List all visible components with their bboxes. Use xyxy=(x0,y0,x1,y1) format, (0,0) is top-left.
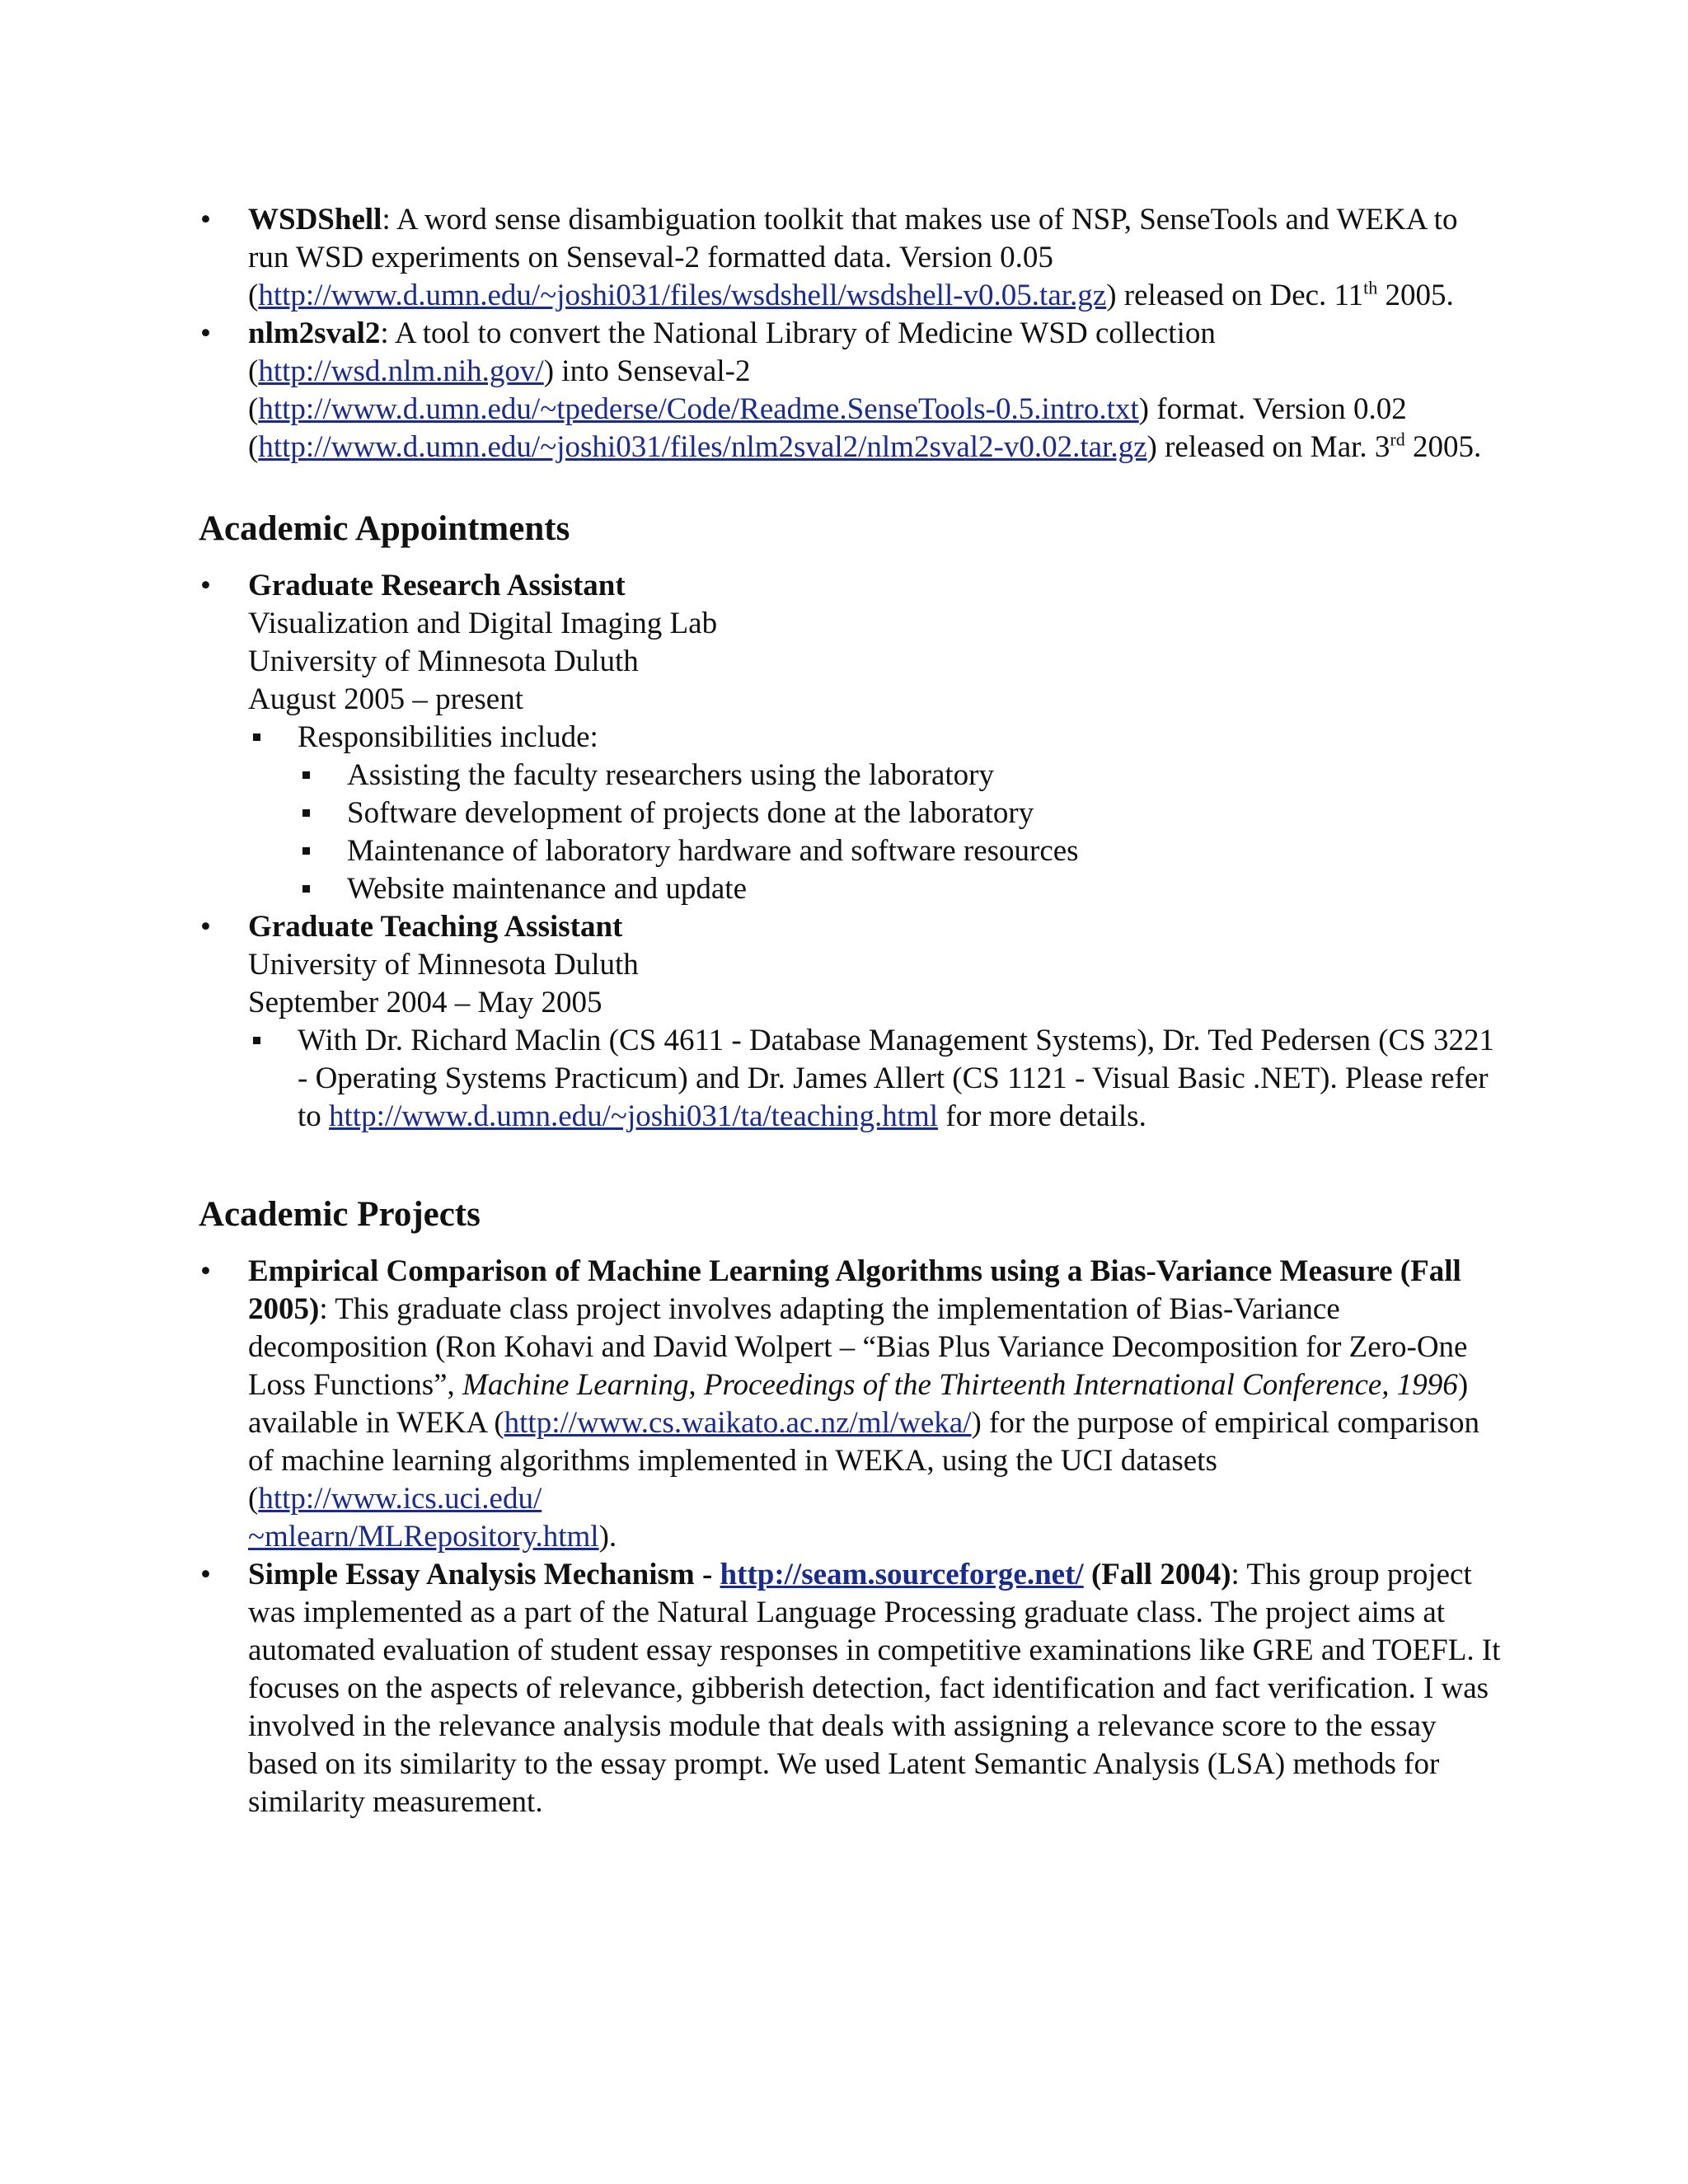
project-text: ). xyxy=(598,1520,617,1554)
project-text: ) for the purpose of empirical comparison of machine learning algorithms implemented in WEKA, using the UCI datasets ( xyxy=(248,1406,1479,1516)
appointment-dates: September 2004 – May 2005 xyxy=(248,986,603,1019)
project-text: : This graduate class project involves adapting the implementation of Bias-Variance decomposition (Ron Kohavi and David Wolpert – “Bias Plus Variance Decomposition for Zero-One Loss Functions”, xyxy=(248,1292,1468,1402)
responsibilities-label: Responsibilities include: xyxy=(298,720,598,754)
list-item xyxy=(298,832,1501,870)
appointments-list xyxy=(199,567,1501,1136)
teaching-details xyxy=(248,1022,1501,1136)
responsibility: Website maintenance and update xyxy=(347,872,748,906)
wsdshell-download-link[interactable]: http://www.d.umn.edu/~joshi031/files/wsdshell/wsdshell-v0.05.tar.gz xyxy=(258,279,1107,312)
list-item xyxy=(298,794,1501,832)
page-content xyxy=(199,201,1501,1821)
responsibilities-list xyxy=(248,719,1501,908)
list-item xyxy=(248,719,1501,908)
project-text: : This group project was implemented as a part of the Natural Language Processing graduate class. The project aims at automated evaluation of student essay responses in competitive examinations like GRE and TOEFL. It focuses on the aspects of relevance, gibberish detection, fact identification and fact verification. I was involved in the relevance analysis module that deals with assigning a relevance score to the essay based on its similarity to the essay prompt. We used Latent Semantic Analysis (LSA) methods for similarity measurement. xyxy=(248,1558,1501,1819)
tool-desc: : A tool to convert the National Library of Medicine WSD collection ( xyxy=(248,316,1216,388)
project-term: (Fall 2004) xyxy=(1083,1558,1231,1591)
tool-desc: : A word sense disambiguation toolkit that makes use of NSP, SenseTools and WEKA to run WSD experiments on Senseval-2 formatted data. Version 0.05 ( xyxy=(248,203,1458,312)
appointment-title: Graduate Research Assistant xyxy=(248,569,626,602)
uci-link-part1[interactable]: http://www.ics.uci.edu/ xyxy=(258,1482,542,1516)
appointment-university: University of Minnesota Duluth xyxy=(248,644,639,678)
seam-link[interactable]: http://seam.sourceforge.net/ xyxy=(720,1558,1084,1591)
list-item xyxy=(298,870,1501,908)
tool-desc: 2005. xyxy=(1377,279,1454,312)
project-title: Empirical Comparison of Machine Learning Algorithms using a Bias-Variance Measure (Fall 2005) xyxy=(248,1254,1461,1326)
tools-list xyxy=(199,201,1501,466)
section-heading-projects: Academic Projects xyxy=(199,1195,481,1234)
nlm-wsd-link[interactable]: http://wsd.nlm.nih.gov/ xyxy=(258,354,544,388)
date-suffix: th xyxy=(1363,277,1378,298)
list-item xyxy=(199,315,1501,466)
list-item xyxy=(248,1022,1501,1136)
nlm2sval2-download-link[interactable]: http://www.d.umn.edu/~joshi031/files/nlm2sval2/nlm2sval2-v0.02.tar.gz xyxy=(258,430,1147,464)
sensetools-readme-link[interactable]: http://www.d.umn.edu/~tpederse/Code/Readme.SenseTools-0.5.intro.txt xyxy=(258,392,1139,426)
tool-desc: 2005. xyxy=(1404,430,1482,464)
appointment-university: University of Minnesota Duluth xyxy=(248,948,639,982)
list-item xyxy=(199,1253,1501,1556)
appointment-dates: August 2005 – present xyxy=(248,682,523,716)
project-title: Simple Essay Analysis Mechanism - xyxy=(248,1558,720,1591)
tool-desc: ) format. Version 0.02 ( xyxy=(248,392,1407,464)
tool-name: nlm2sval2 xyxy=(248,316,381,350)
teaching-text: With Dr. Richard Maclin (CS 4611 - Database Management Systems), Dr. Ted Pedersen (CS 3221 - Operating Systems Practicum) and Dr. James Allert (CS 1121 - Visual Basic .NET). Please refer to xyxy=(298,1024,1495,1133)
list-item xyxy=(298,757,1501,794)
list-item xyxy=(199,201,1501,315)
responsibility-items xyxy=(298,757,1501,908)
appointment-title: Graduate Teaching Assistant xyxy=(248,910,623,944)
responsibility: Maintenance of laboratory hardware and software resources xyxy=(347,834,1079,868)
list-item xyxy=(199,1556,1501,1821)
list-item xyxy=(199,908,1501,1136)
tool-desc: ) released on Mar. 3 xyxy=(1146,430,1390,464)
uci-link-part2[interactable]: ~mlearn/MLRepository.html xyxy=(248,1520,599,1554)
tool-name: WSDShell xyxy=(248,203,382,237)
responsibility: Assisting the faculty researchers using the laboratory xyxy=(347,758,994,792)
appointment-lab: Visualization and Digital Imaging Lab xyxy=(248,607,718,640)
project-text: ) available in WEKA ( xyxy=(248,1368,1469,1440)
date-suffix: rd xyxy=(1390,429,1405,450)
tool-desc: ) into Senseval-2 ( xyxy=(248,354,751,426)
responsibility: Software development of projects done at the laboratory xyxy=(347,796,1034,830)
section-heading-appointments: Academic Appointments xyxy=(199,509,570,548)
projects-list xyxy=(199,1253,1501,1821)
teaching-page-link[interactable]: http://www.d.umn.edu/~joshi031/ta/teaching.html xyxy=(329,1099,939,1133)
list-item xyxy=(199,567,1501,908)
tool-desc: ) released on Dec. 11 xyxy=(1106,279,1364,312)
teaching-text: for more details. xyxy=(938,1099,1146,1133)
citation-italic: Machine Learning, Proceedings of the Thirteenth International Conference, 1996 xyxy=(462,1368,1458,1402)
weka-link[interactable]: http://www.cs.waikato.ac.nz/ml/weka/ xyxy=(504,1406,972,1440)
